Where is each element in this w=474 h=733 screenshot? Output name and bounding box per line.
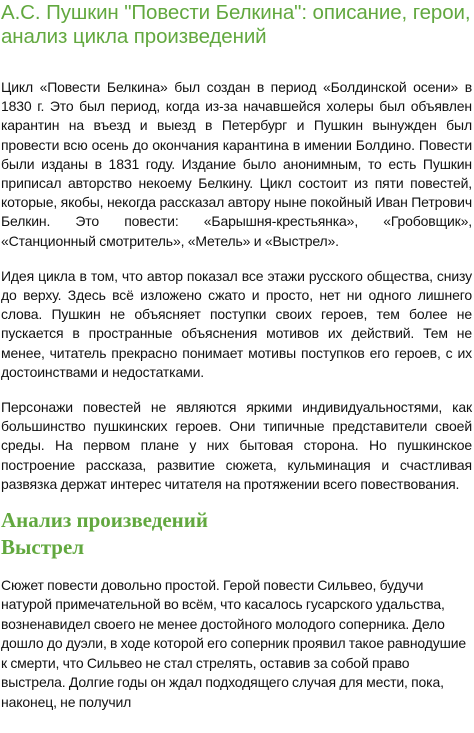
- section-heading-analysis: Анализ произведений: [1, 508, 208, 533]
- paragraph-vystrel-plot: Сюжет повести довольно простой. Герой повести Сильвео, будучи натурой примечательной во всём, что касалось гусарского удальства, возненавидел своего не менее достойного молодого соперника. Дело дошло до дуэли, в ходе которой его соперник проявил такое равнодушие к смерти, что Сильвео не стал стрелять, оставив за собой право выстрела. Долгие годы он ждал подходящего случая для мести, пока, наконец, не получил: [1, 577, 467, 710]
- subsection-heading-vystrel: Выстрел: [1, 535, 85, 560]
- paragraph-idea: Идея цикла в том, что автор показал все этажи русского общества, снизу до верху. Здесь всё изложено сжато и просто, нет ни одного лишнего слова. Пушкин не объясняет поступки своих героев, тем более не пускается в пространные объяснения мотивов их действий. Тем не менее, читатель прекрасно понимает мотивы поступков его героев, с их достоинствами и недостатками.: [1, 267, 472, 380]
- paragraph-intro: Цикл «Повести Белкина» был создан в период «Болдинской осени» в 1830 г. Это был период, когда из-за начавшейся холеры был объявлен карантин на въезд и выезд в Петербург и Пушкин вынужден был провести всю осень до окончания карантина в имении Болдино. Повести были изданы в 1831 году. Издание было анонимным, то есть Пушкин приписал авторство некоему Белкину. Цикл состоит из пяти повестей, которые, якобы, некогда рассказал автору ныне покойный Иван Петрович Белкин. Это повести: «Барышня-крестьянка», «Гробовщик», «Станционный смотритель», «Метель» и «Выстрел».: [1, 79, 472, 249]
- page-title: А.С. Пушкин "Повести Белкина": описание, герои, анализ цикла произведений: [1, 1, 471, 48]
- paragraph-characters: Персонажи повестей не являются яркими индивидуальностями, как большинство пушкинских героев. Они типичные представители своей среды. На первом плане у них бытовая сторона. Но пушкинское построение рассказа, развитие сюжета, кульминация и счастливая развязка держат интерес читателя на протяжении всего повествования.: [1, 399, 472, 492]
